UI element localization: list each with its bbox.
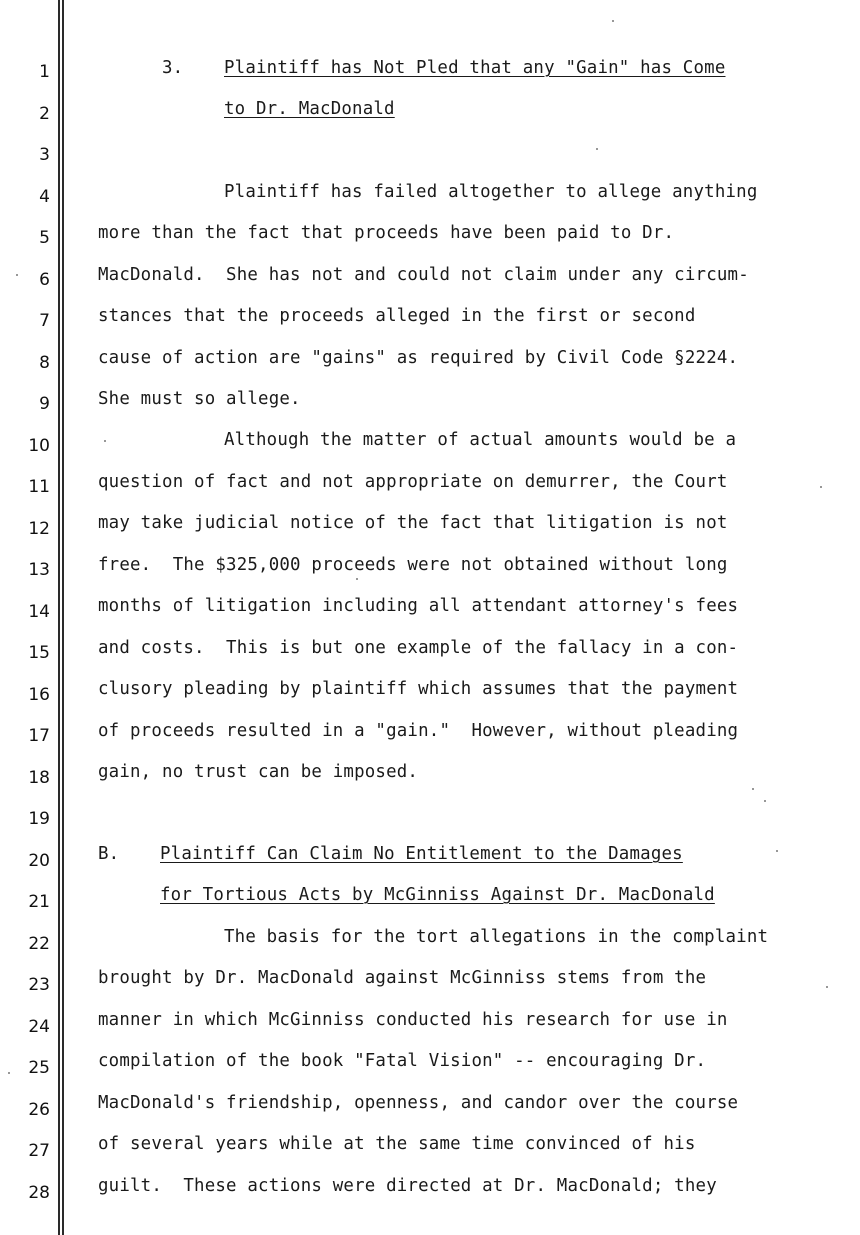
line-number: 13 (28, 560, 50, 580)
body-text-line: and costs. This is but one example of the fallacy in a con- (98, 638, 739, 658)
scan-speck (764, 800, 766, 802)
scan-speck (356, 578, 358, 580)
body-text-line: manner in which McGinniss conducted his research for use in (98, 1010, 728, 1030)
scan-speck (820, 486, 822, 488)
body-text-line: free. The $325,000 proceeds were not obtained without long (98, 555, 728, 575)
line-number: 15 (28, 643, 50, 663)
scan-speck (612, 20, 614, 22)
body-text-line: question of fact and not appropriate on demurrer, the Court (98, 472, 728, 492)
section-heading: Plaintiff Can Claim No Entitlement to the Damages (160, 844, 683, 864)
section-heading: to Dr. MacDonald (224, 99, 395, 119)
scan-speck (596, 148, 598, 150)
margin-rule-outer (58, 0, 60, 1235)
line-number: 24 (28, 1017, 50, 1037)
scan-speck (752, 788, 754, 790)
line-number: 27 (28, 1141, 50, 1161)
body-text-line: stances that the proceeds alleged in the first or second (98, 306, 696, 326)
line-number: 18 (28, 768, 50, 788)
body-text-line: compilation of the book "Fatal Vision" -- encouraging Dr. (98, 1051, 707, 1071)
line-number: 16 (28, 685, 50, 705)
line-number: 8 (39, 353, 50, 373)
scan-speck (104, 440, 106, 442)
line-number: 7 (39, 311, 50, 331)
line-number: 4 (39, 187, 50, 207)
line-number: 22 (28, 934, 50, 954)
line-number: 17 (28, 726, 50, 746)
body-text-line: brought by Dr. MacDonald against McGinniss stems from the (98, 968, 707, 988)
scan-speck (826, 986, 828, 988)
line-number: 19 (28, 809, 50, 829)
line-number: 11 (28, 477, 50, 497)
body-text-line: cause of action are "gains" as required by Civil Code §2224. (98, 348, 739, 368)
scan-speck (8, 1072, 10, 1074)
body-text-line: guilt. These actions were directed at Dr. MacDonald; they (98, 1176, 717, 1196)
line-number: 21 (28, 892, 50, 912)
body-text-line: MacDonald. She has not and could not claim under any circum- (98, 265, 749, 285)
section-heading: Plaintiff has Not Pled that any "Gain" has Come (224, 58, 726, 78)
line-number: 10 (28, 436, 50, 456)
body-text-line: Plaintiff has failed altogether to allege anything (224, 182, 758, 202)
line-number: 9 (39, 394, 50, 414)
body-text-line: may take judicial notice of the fact that litigation is not (98, 513, 728, 533)
line-number: 20 (28, 851, 50, 871)
line-number: 3 (39, 145, 50, 165)
line-number: 25 (28, 1058, 50, 1078)
body-text-line: The basis for the tort allegations in the complaint (224, 927, 769, 947)
line-number: 1 (39, 62, 50, 82)
line-number: 14 (28, 602, 50, 622)
line-number: 28 (28, 1183, 50, 1203)
line-number: 6 (39, 270, 50, 290)
line-number: 2 (39, 104, 50, 124)
line-number: 5 (39, 228, 50, 248)
section-heading: for Tortious Acts by McGinniss Against Dr. MacDonald (160, 885, 715, 905)
body-text-line: of several years while at the same time convinced of his (98, 1134, 696, 1154)
scan-speck (16, 274, 18, 276)
body-text-line: more than the fact that proceeds have been paid to Dr. (98, 223, 675, 243)
line-number: 12 (28, 519, 50, 539)
margin-rule-inner (62, 0, 64, 1235)
body-text-line: months of litigation including all attendant attorney's fees (98, 596, 739, 616)
line-number: 23 (28, 975, 50, 995)
body-text-line: Although the matter of actual amounts would be a (224, 430, 737, 450)
body-text-line: gain, no trust can be imposed. (98, 762, 419, 782)
body-text-line: MacDonald's friendship, openness, and candor over the course (98, 1093, 739, 1113)
body-text-line: of proceeds resulted in a "gain." However, without pleading (98, 721, 739, 741)
body-text-line: She must so allege. (98, 389, 301, 409)
line-number: 26 (28, 1100, 50, 1120)
section-number: 3. (162, 58, 184, 78)
scan-speck (776, 850, 778, 852)
body-text-line: clusory pleading by plaintiff which assumes that the payment (98, 679, 739, 699)
section-letter: B. (98, 844, 120, 864)
